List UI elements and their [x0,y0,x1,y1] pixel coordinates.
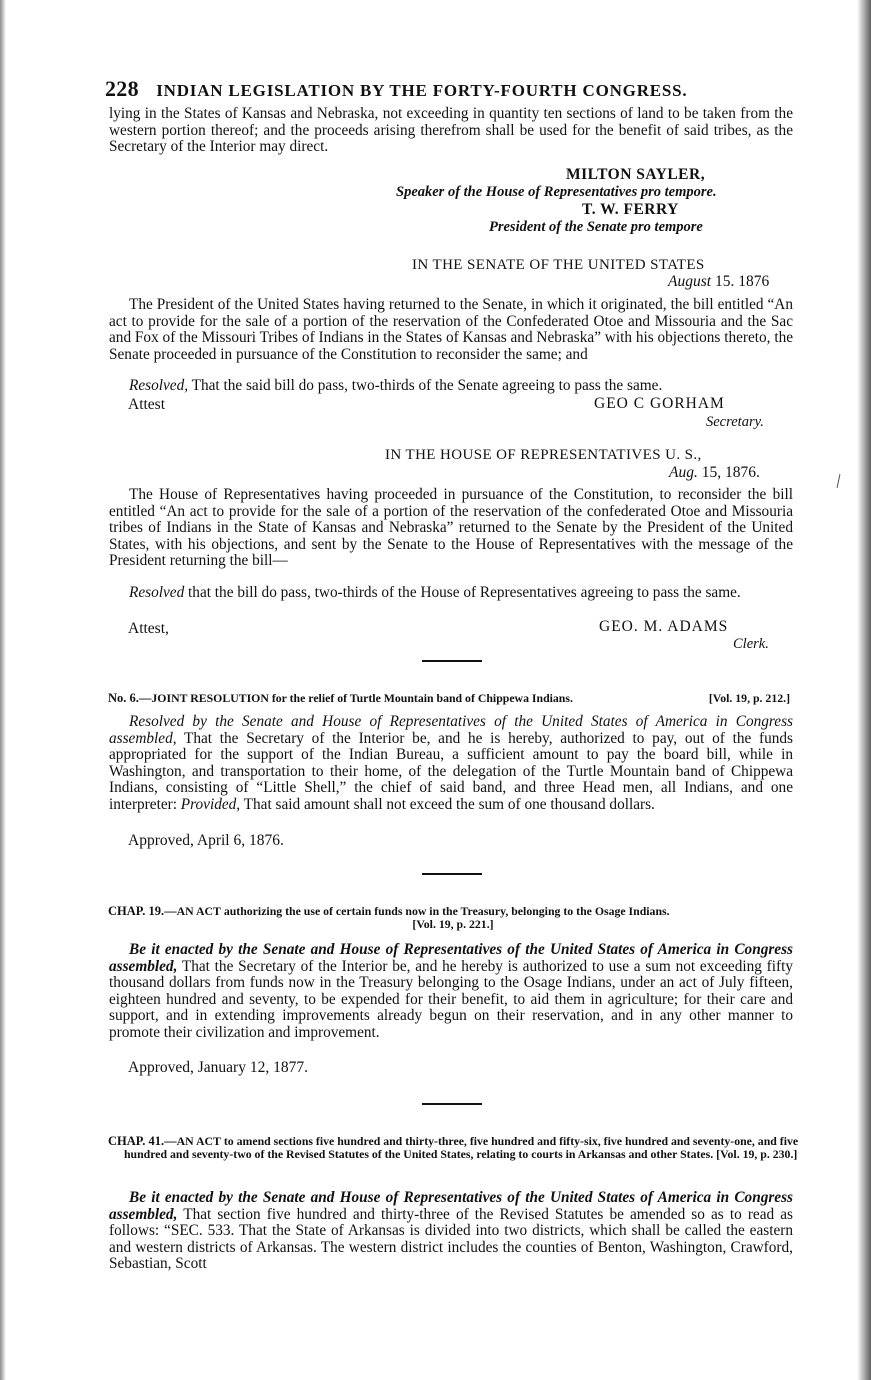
chapter-19-body [109,942,793,1042]
senate-date-rest: 15. 1876 [711,273,770,290]
senate-resolved-text: That the said bill do pass, two-thirds of the Senate agreeing to pass the same. [188,377,663,394]
chapter-41-heading [108,1135,814,1161]
resolution-6-approved: Approved, April 6, 1876. [128,832,284,849]
senate-attest: Attest [128,396,166,413]
house-date-rest: 15, 1876. [697,464,760,481]
senate-attest-title: Secretary. [706,414,764,430]
senate-resolved [109,378,793,395]
speaker-name: MILTON SAYLER, [566,166,706,183]
chapter-41-title: to amend sections five hundred and thirty-three, five hundred and fifty-six, five hundred and seventy-one, and five hundred and seventy-two of the Revised Statutes of the United States, relating to courts in Arkansas and other States. [124,1134,799,1161]
senate-resolved-label: Resolved, [129,377,189,394]
section-divider [422,1103,482,1105]
house-heading: IN THE HOUSE OF REPRESENTATIVES U. S., [385,447,702,463]
house-resolved-text: that the bill do pass, two-thirds of the House of Representatives agreeing to pass the same. [184,584,741,601]
section-divider [422,660,482,662]
house-date [669,464,760,482]
resolution-6-title: for the relief of Turtle Mountain band of Chippewa Indians. [268,691,573,705]
chapter-41-enacting-clause: Be it enacted by the Senate and House of Representatives of the United States of America in Congress assembled, [109,1189,793,1223]
stray-mark [837,474,841,488]
resolution-6-body-a: That the Secretary of the Interior be, and he is hereby, authorized to pay, out of the funds appropriated for the support of the Indian Bureau, a sufficient amount to pay the board bill, while in Washington, and transportation to their home, of the delegation of the Turtle Mountain band of Chippewa Indians, consisting of “Little Shell,” the chief of said band, and three Head men, all Indians, and one interpreter: [109,729,793,813]
house-resolved [109,585,793,602]
senate-heading: IN THE SENATE OF THE UNITED STATES [412,257,705,273]
chapter-19-citation: [Vol. 19, p. 221.] [412,917,494,931]
president-name: T. W. FERRY [582,201,679,218]
house-attest: Attest, [128,620,169,637]
senate-date [668,273,769,291]
resolution-6-citation: [Vol. 19, p. 212.] [708,691,790,705]
chapter-41-number: CHAP. 41.— [108,1134,177,1148]
chapter-19-body-text: That the Secretary of the Interior be, and he hereby is authorized to use a sum not exceeding fifty thousand dollars from funds now in the Treasury belonging to the Osage Indians, under an act of July fifteen, eighteen hundred and seventy, to be expended for their benefit, to aid them in agriculture; for their care and support, and in extending improvements already begun on their reservation, and in any other manner to promote their civilization and improvement. [109,957,793,1041]
scan-left-edge [0,0,6,1380]
resolution-6-enacting-clause: Resolved by the Senate and House of Representatives of the United States of America in Congress assembled, [109,713,793,747]
chapter-41-body-text: That section five hundred and thirty-three of the Revised Statutes be amended so as to read as follows: “SEC. 533. That the State of Arkansas is divided into two districts, which shall be called the eastern and western districts of Arkansas. The western district includes the counties of Benton, Washington, Crawford, Sebastian, Scott [109,1205,793,1273]
resolution-6-provided: Provided, [180,795,241,813]
chapter-41-body [109,1190,793,1273]
chapter-19-heading [108,905,798,931]
house-resolved-label: Resolved [129,584,185,601]
senate-attest-name: GEO C GORHAM [594,395,725,412]
resolution-6-body [109,714,793,814]
scan-right-edge [857,0,871,1380]
chapter-19-title: authorizing the use of certain funds now in the Treasury, belonging to the Osage Indians. [220,904,670,918]
senate-paragraph: The President of the United States having returned to the Senate, in which it originated, the bill entitled “An act to provide for the sale of a portion of the reservation of the Confederated Otoe and Missouria and the Sac and Fox of the Missouri Tribes of Indians in the States of Kansas and Nebraska” with his objections thereto, the Senate proceeded in pursuance of the Constitution to reconsider the same; and [109,296,794,363]
president-title: President of the Senate pro tempore [489,219,703,235]
chapter-19-approved: Approved, January 12, 1877. [128,1059,308,1076]
page-number: 228 [105,76,139,101]
chapter-19-enacting-clause: Be it enacted by the Senate and House of Representatives of the United States of America in Congress assembled, [109,941,793,975]
resolution-6-body-b: That said amount shall not exceed the sum of one thousand dollars. [240,795,655,813]
running-title: INDIAN LEGISLATION BY THE FORTY-FOURTH CONGRESS. [156,81,688,100]
chapter-41-citation: [Vol. 19, p. 230.] [716,1147,798,1161]
house-paragraph: The House of Representatives having proceeded in pursuance of the Constitution, to reconsider the bill entitled “An act to provide for the sale of a portion of the reservation of the confederated Otoe and Missouria tribes of Indians in the State of Kansas and Nebraska” returned to the Senate by the President of the United States, with his objections, and sent by the Senate to the House of Representatives with the message of the President returning the bill— [109,486,793,570]
page-header [105,76,795,102]
chapter-19-number: CHAP. 19.— [108,904,177,918]
resolution-6-heading [108,692,798,705]
resolution-6-type: JOINT RESOLUTION [151,691,269,705]
senate-date-month: August [668,273,712,290]
house-date-month: Aug. [669,464,698,481]
speaker-title: Speaker of the House of Representatives pro tempore. [396,184,717,200]
house-attest-name: GEO. M. ADAMS [599,618,729,635]
opening-paragraph: lying in the States of Kansas and Nebraska, not exceeding in quantity ten sections of land to be taken from the western portion thereof; and the proceeds arising therefrom shall be used for the benefit of said tribes, as the Secretary of the Interior may direct. [109,105,793,156]
section-divider [422,873,482,875]
chapter-19-type: AN ACT [176,904,221,918]
resolution-6-number: No. 6.— [108,691,152,705]
house-attest-title: Clerk. [733,636,769,652]
chapter-41-type: AN ACT [176,1134,221,1148]
